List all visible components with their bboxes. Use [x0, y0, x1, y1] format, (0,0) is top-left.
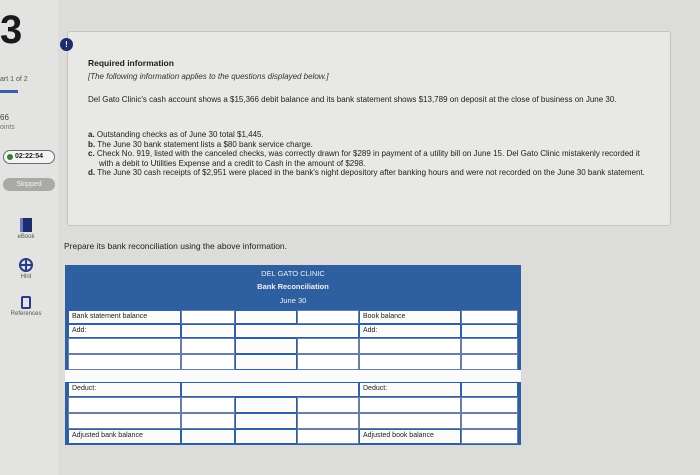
spacer-cell: [235, 310, 297, 324]
bank-deduct-amount-input[interactable]: [181, 397, 235, 413]
book-add-label: Add:: [359, 324, 461, 338]
references-icon: [21, 296, 31, 309]
book-deduct-label: Deduct:: [359, 382, 461, 397]
bank-deduct-desc-input-2[interactable]: [68, 413, 181, 429]
spacer-cell: [235, 338, 297, 354]
book-deduct-desc-input[interactable]: [359, 397, 461, 413]
bank-add-desc-input[interactable]: [68, 338, 181, 354]
spacer-cell: [181, 382, 359, 397]
list-item: c. Check No. 919, listed with the canceled checks, was correctly drawn for $289 in payment of a utility bill on June 15. Del Gato Clinic mistakenly recorded it with a debit to Utilities Expense and a credit to Cash in the amount of $298.: [88, 149, 640, 168]
bank-deduct-amount-input-2[interactable]: [181, 413, 235, 429]
book-deduct-amount-input[interactable]: [461, 397, 518, 413]
adjusted-book-balance-label: Adjusted book balance: [359, 429, 461, 444]
table-row: [65, 354, 521, 370]
bank-deduct-total-input-2[interactable]: [297, 413, 359, 429]
alert-icon: !: [60, 38, 73, 51]
book-deduct-desc-input-2[interactable]: [359, 413, 461, 429]
spacer-row: [65, 370, 521, 382]
list-item: d. The June 30 cash receipts of $2,951 were placed in the bank's night depository after banking hours and were not recorded on the June 30 bank statement.: [88, 168, 645, 177]
spacer-cell: [235, 354, 297, 370]
points-label: oints: [0, 124, 15, 131]
bank-balance-amount-input[interactable]: [297, 310, 359, 324]
bank-reconciliation-worksheet: [65, 265, 521, 445]
bank-deduct-total-input[interactable]: [297, 397, 359, 413]
spacer-cell: [235, 413, 297, 429]
book-balance-label: Book balance: [359, 310, 461, 324]
book-balance-input[interactable]: [461, 310, 518, 324]
table-row: [65, 382, 521, 397]
bank-deduct-desc-input[interactable]: [68, 397, 181, 413]
info-list: [88, 130, 648, 178]
table-row: [65, 324, 521, 338]
instruction-text: Prepare its bank reconciliation using the above information.: [64, 241, 288, 251]
table-row: [65, 310, 521, 324]
adjusted-bank-balance-label: Adjusted bank balance: [68, 429, 181, 444]
clock-icon: [7, 154, 13, 160]
spacer-cell: [181, 429, 235, 444]
part-indicator[interactable]: art 1 of 2: [0, 76, 28, 83]
bank-add-desc-input-2[interactable]: [68, 354, 181, 370]
list-item: b. The June 30 bank statement lists a $80 bank service charge.: [88, 139, 313, 149]
book-add-desc-input[interactable]: [359, 338, 461, 354]
bank-add-amount-input-2[interactable]: [181, 354, 235, 370]
worksheet-title: Bank Reconciliation: [257, 282, 329, 291]
book-add-amount-input-2[interactable]: [461, 354, 518, 370]
hint-icon: [19, 258, 33, 272]
hint-button[interactable]: [0, 258, 52, 280]
info-note: [The following information applies to the questions displayed below.]: [88, 72, 329, 81]
references-button[interactable]: [0, 296, 52, 317]
bank-add-amount-input[interactable]: [181, 338, 235, 354]
table-row: [65, 429, 521, 444]
book-add-desc-input-2[interactable]: [359, 354, 461, 370]
spacer-cell: [461, 382, 518, 397]
bank-add-total-input[interactable]: [297, 338, 359, 354]
part-progress-bar: [0, 90, 18, 93]
question-number: 3: [0, 8, 23, 52]
timer-text: 02:22:54: [15, 153, 44, 160]
table-row: [65, 413, 521, 429]
list-item: a. Outstanding checks as of June 30 total $1,445.: [88, 130, 264, 139]
bank-balance-label: Bank statement balance: [68, 310, 181, 324]
bank-add-total-input-2[interactable]: [297, 354, 359, 370]
spacer-cell: [235, 397, 297, 413]
spacer-cell: [181, 324, 235, 338]
table-row: [65, 397, 521, 413]
spacer-cell: [235, 324, 359, 338]
bank-deduct-label: Deduct:: [68, 382, 181, 397]
adjusted-book-balance-input[interactable]: [461, 429, 518, 444]
points-value: 66: [0, 113, 9, 122]
adjusted-bank-balance-input[interactable]: [297, 429, 359, 444]
required-information-panel: [67, 31, 671, 226]
ebook-icon: [20, 218, 32, 232]
skipped-badge: Skipped: [3, 178, 55, 191]
book-add-amount-input[interactable]: [461, 338, 518, 354]
spacer-cell: [235, 429, 297, 444]
ebook-button[interactable]: [0, 218, 52, 240]
left-rail: [0, 0, 58, 475]
spacer-cell: [461, 324, 518, 338]
references-label: References: [10, 311, 42, 317]
hint-label: Hint: [20, 274, 32, 280]
book-deduct-amount-input-2[interactable]: [461, 413, 518, 429]
bank-add-label: Add:: [68, 324, 181, 338]
worksheet-date: June 30: [279, 296, 307, 305]
table-row: [65, 338, 521, 354]
worksheet-company: DEL GATO CLINIC: [261, 269, 325, 278]
info-title: Required information: [88, 58, 174, 68]
bank-balance-input[interactable]: [181, 310, 235, 324]
ebook-label: eBook: [17, 234, 35, 240]
timer-badge: [3, 150, 55, 164]
info-body: Del Gato Clinic's cash account shows a $15,366 debit balance and its bank statement shows $13,789 on deposit at the close of business on June 30.: [88, 95, 617, 104]
